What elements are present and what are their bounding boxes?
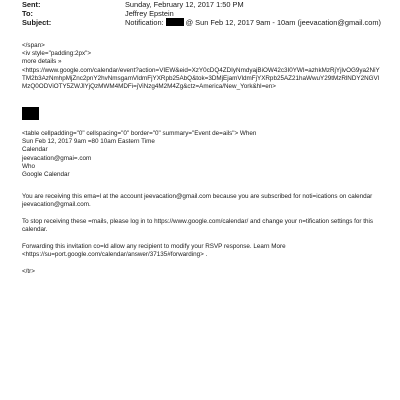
forward-notice [22,243,382,259]
sent-label: Sent: [22,0,41,9]
more-details-link: more details » [22,58,62,66]
who-label: Who [22,162,35,170]
stop-paragraph: To stop receiving these =mails, please log in to https://www.google.com/calendar/ and change your n=tification settings for this calendar. [22,218,374,234]
to-value: Jeffrey Epstein [125,9,174,18]
redaction-box [22,107,39,120]
subject-value [125,18,381,27]
receiving-paragraph: You are receiving this ema=l at the account jeevacation@gmail.com because you are subscribed for noti=ications on calendar jeevacation@gmail.com. [22,193,373,209]
event-when: Sun Feb 12, 2017 9am =80 10am Eastern Time [22,138,155,146]
stop-notice [22,218,382,234]
source-line: <iv style="padding:2px"> [22,50,92,58]
subject-prefix: Notification: [125,18,164,27]
source-line: <table cellpadding="0" cellspacing="0" border="0" summary="Event de=ails"> When [22,130,257,137]
subject-suffix: @ Sun Feb 12, 2017 9am - 10am (jeevacation@gmail.com) [185,18,381,27]
receiving-notice [22,193,382,209]
source-line: </tr> [22,268,35,275]
event-details-block [22,130,382,179]
forward-paragraph: Forwarding this invitation co=ld allow any recipient to modify your RSVP response. Learn More <https://su=port.google.com/calendar/answer/37135#forwarding> . [22,243,286,259]
subject-label: Subject: [22,18,52,27]
source-line: </span> [22,42,45,49]
calendar-label: Calendar [22,146,48,154]
calendar-value: jeevacation@gmai=.com [22,154,92,162]
html-source-block [22,42,382,91]
closing-source [22,268,382,276]
event-url: <https://www.google.com/calendar/event?action=VIEW&eid=XzY0cDQ4ZDIyNmdyajBiOW42c3I0YWI=azhkMzRjYjlvOG9ya2NiYTM2b3AzNmhpMjZnc2pnY2hvNmsgamVldmFjYXRpb25AbQ&tok=3DMjEjamVldmFjYXRpb25AZ21haWwuY29tMzRlNDY2NGVlMzQ0ODViOTY5ZWJlYjQzMWM4MDFi=jViNzg4M2M4Zg&ctz=America/New_York&hl=en> [22,66,380,91]
who-value: Google Calendar [22,171,70,179]
redaction-box [166,18,184,26]
to-label: To: [22,9,33,18]
sent-value: Sunday, February 12, 2017 1:50 PM [125,0,244,9]
